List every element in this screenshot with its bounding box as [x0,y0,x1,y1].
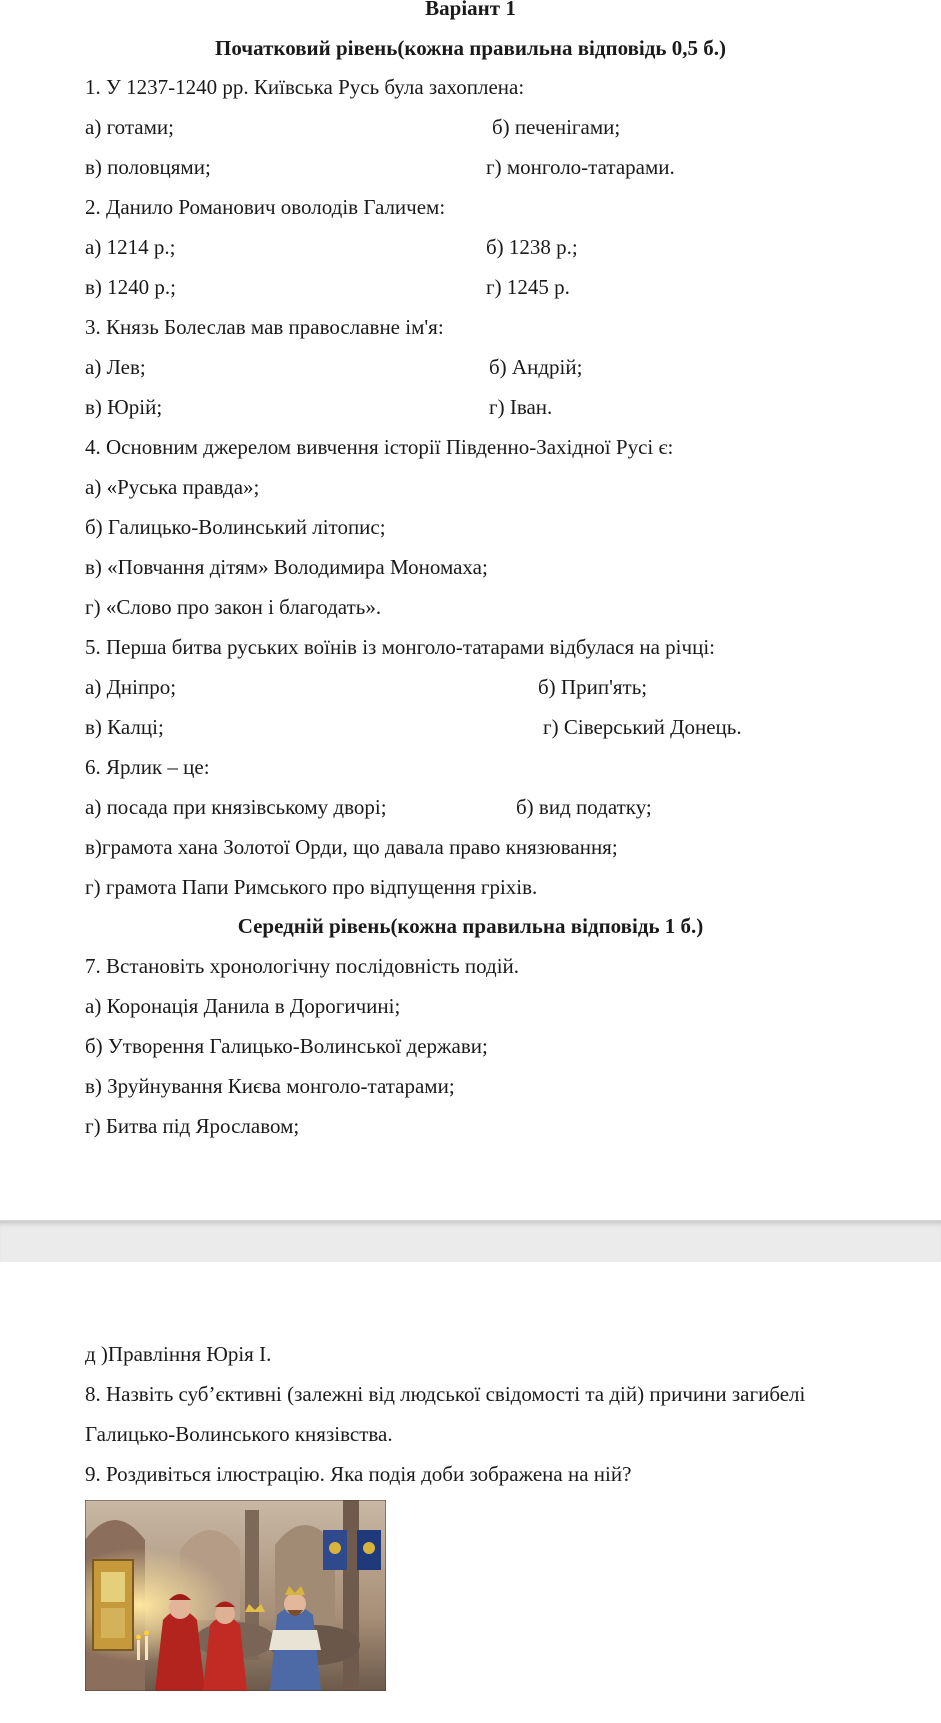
variant-title: Варіант 1 [425,0,516,20]
q3-option-b: б) Андрій; [489,355,583,379]
q2-option-c: в) 1240 р.; [85,275,176,299]
question-4: 4. Основним джерелом вивчення історії Південно-Західної Русі є: [85,435,674,459]
question-8-line-2: Галицько-Волинського князівства. [85,1422,393,1446]
q6-option-b: б) вид податку; [516,795,652,819]
q5-option-c: в) Калці; [85,715,164,739]
coronation-illustration [85,1500,386,1691]
question-9: 9. Роздивіться ілюстрацію. Яка подія доби зображена на ній? [85,1462,632,1486]
question-7: 7. Встановіть хронологічну послідовність подій. [85,954,520,978]
q1-option-a: а) готами; [85,115,174,139]
q1-option-d: г) монголо-татарами. [486,155,675,179]
question-8-line-1: 8. Назвіть суб’єктивні (залежні від людської свідомості та дій) причини загибелі [85,1382,806,1406]
q4-option-d: г) «Слово про закон і благодать». [85,595,382,619]
q4-option-a: а) «Руська правда»; [85,475,260,499]
q1-option-c: в) половцями; [85,155,211,179]
q4-option-c: в) «Повчання дітям» Володимира Мономаха; [85,555,488,579]
question-2: 2. Данило Романович оволодів Галичем: [85,195,446,219]
q2-option-a: а) 1214 р.; [85,235,176,259]
q6-option-c: в)грамота хана Золотої Орди, що давала право князювання; [85,835,618,859]
q3-option-a: а) Лев; [85,355,146,379]
q3-option-c: в) Юрій; [85,395,163,419]
q5-option-b: б) Прип'ять; [538,675,648,699]
q7-option-a: а) Коронація Данила в Дорогичині; [85,994,401,1018]
level2-heading: Середній рівень(кожна правильна відповідь 1 б.) [237,914,704,938]
q7-option-c: в) Зруйнування Києва монголо-татарами; [85,1074,455,1098]
q6-option-a: а) посада при князівському дворі; [85,795,387,819]
q2-option-b: б) 1238 р.; [486,235,578,259]
level1-heading: Початковий рівень(кожна правильна відповідь 0,5 б.) [215,36,726,60]
q1-option-b: б) печенігами; [492,115,621,139]
q5-option-d: г) Сіверський Донець. [543,715,742,739]
question-1: 1. У 1237-1240 рр. Київська Русь була захоплена: [85,75,525,99]
q5-option-a: а) Дніпро; [85,675,177,699]
q7-option-b: б) Утворення Галицько-Волинської держави; [85,1034,488,1058]
question-3: 3. Князь Болеслав мав православне ім'я: [85,315,444,339]
q3-option-d: г) Іван. [489,395,553,419]
q7-option-d: г) Битва під Ярославом; [85,1114,300,1138]
question-5: 5. Перша битва руських воїнів із монголо-татарами відбулася на річці: [85,635,715,659]
question-6: 6. Ярлик – це: [85,755,210,779]
q2-option-d: г) 1245 р. [486,275,570,299]
page-separator [0,1220,941,1263]
q4-option-b: б) Галицько-Волинський літопис; [85,515,386,539]
q7-option-e: д )Правління Юрія І. [85,1342,272,1366]
q6-option-d: г) грамота Папи Римського про відпущення гріхів. [85,875,538,899]
